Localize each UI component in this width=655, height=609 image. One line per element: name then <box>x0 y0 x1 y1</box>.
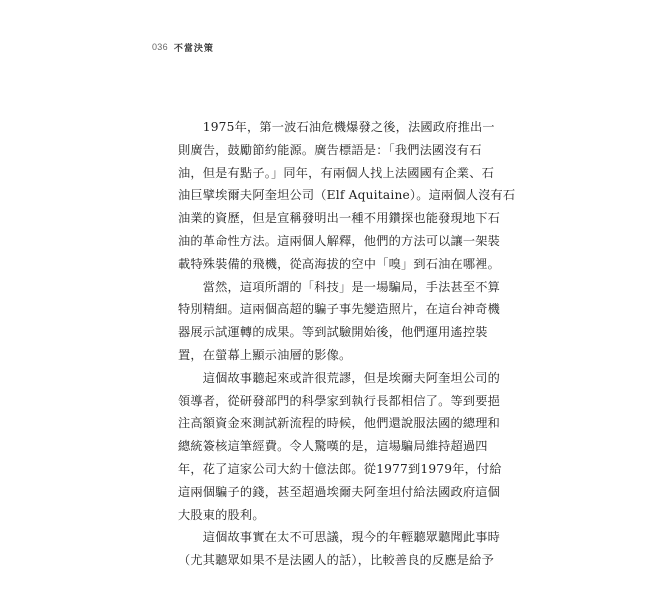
text-line: 則廣告，鼓勵節約能源。廣告標語是：「我們法國沒有石 <box>178 142 482 157</box>
text-line: 油業的資歷，但是宣稱發明出一種不用鑽探也能發現地下石 <box>178 211 501 226</box>
text-line: 總統簽核這筆經費。令人驚嘆的是，這場騙局維持超過四 <box>178 439 488 454</box>
text-line: 領導者，從研發部門的科學家到執行長都相信了。等到要挹 <box>178 393 501 408</box>
body-text <box>178 116 516 572</box>
text-line: （尤其聽眾如果不是法國人的話），比較善良的反應是給予 <box>178 553 494 568</box>
text-line: 特別精細。這兩個高超的騙子事先變造照片，在這台神奇機 <box>178 302 501 317</box>
text-line: 載特殊裝備的飛機，從高海拔的空中「嗅」到石油在哪裡。 <box>178 256 501 271</box>
text-line: 油，但是有點子。」同年，有兩個人找上法國國有企業、石 <box>178 165 494 180</box>
paragraph-3 <box>178 367 502 527</box>
paragraph-4 <box>178 526 501 572</box>
text-line: 這兩個騙子的錢，甚至超過埃爾夫阿奎坦付給法國政府這個 <box>178 484 501 499</box>
paragraph-2 <box>178 276 501 367</box>
text-line: 大股東的股利。 <box>178 507 265 522</box>
text-line: 這個故事實在太不可思議，現今的年輕聽眾聽聞此事時 <box>178 530 501 545</box>
text-line: 置，在螢幕上顯示油層的影像。 <box>178 347 352 362</box>
text-line: 這個故事聽起來或許很荒謬，但是埃爾夫阿奎坦公司的 <box>178 370 501 385</box>
page-number: 036 <box>152 42 168 52</box>
paragraph-1 <box>178 116 516 276</box>
text-line: 年，花了這家公司大約十億法郎。從1977到1979年，付給 <box>178 461 502 476</box>
text-line: 1975年，第一波石油危機爆發之後，法國政府推出一 <box>178 120 495 134</box>
book-title: 不當決策 <box>173 43 214 54</box>
text-line: 器展示試運轉的成果。等到試驗開始後，他們運用遙控裝 <box>178 325 488 340</box>
text-line: 油的革命性方法。這兩個人解釋，他們的方法可以讓一架裝 <box>178 233 501 248</box>
text-line: 油巨擘埃爾夫阿奎坦公司（Elf Aquitaine）。這兩個人沒有石 <box>178 188 516 203</box>
running-header <box>152 40 214 54</box>
text-line: 當然，這項所謂的「科技」是一場騙局，手法甚至不算 <box>178 279 501 294</box>
text-line: 注高額資金來測試新流程的時候，他們還說服法國的總理和 <box>178 416 501 431</box>
